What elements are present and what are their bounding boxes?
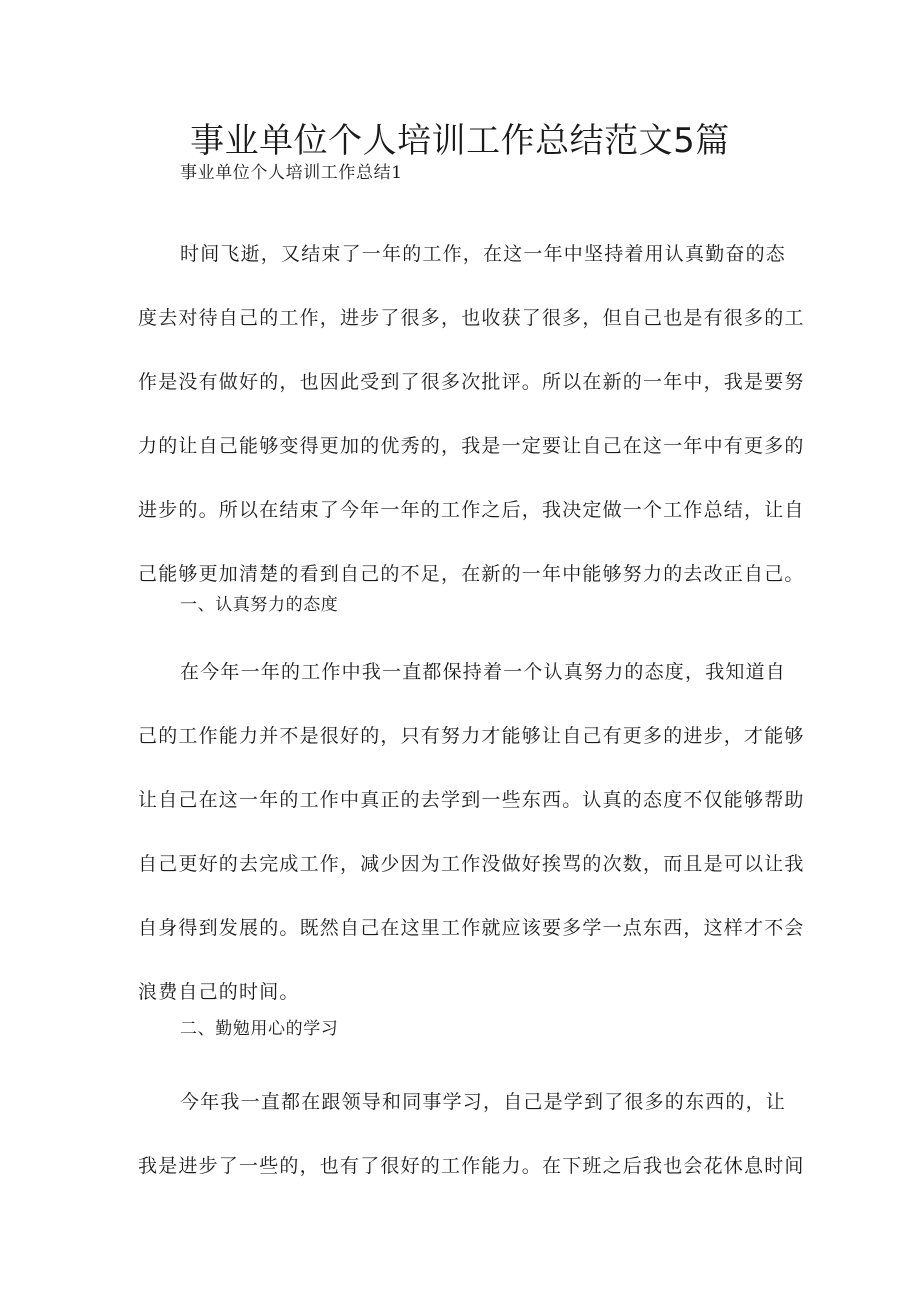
- paragraph-line: 度去对待自己的工作，进步了很多，也收获了很多，但自己也是有很多的工: [138, 307, 805, 329]
- paragraph-line: 时间飞逝，又结束了一年的工作，在这一年中坚持着用认真勤奋的态: [180, 243, 787, 265]
- paragraph-intro: [138, 243, 805, 585]
- paragraph-line: 己的工作能力并不是很好的，只有努力才能够让自己有更多的进步，才能够: [138, 725, 805, 747]
- paragraph-line: 让自己在这一年的工作中真正的去学到一些东西。认真的态度不仅能够帮助: [138, 789, 805, 811]
- paragraph-line: 自身得到发展的。既然自己在这里工作就应该要多学一点东西，这样才不会: [138, 917, 805, 939]
- paragraph-line: 己能够更加清楚的看到自己的不足，在新的一年中能够努力的去改正自己。: [138, 563, 805, 585]
- paragraph-line: 在今年一年的工作中我一直都保持着一个认真努力的态度，我知道自: [180, 661, 787, 683]
- paragraph-line: 力的让自己能够变得更加的优秀的，我是一定要让自己在这一年中有更多的: [138, 435, 805, 457]
- paragraph-attitude: [138, 661, 805, 1003]
- section-heading-2: 二、勤勉用心的学习: [180, 1019, 339, 1039]
- document-title: 事业单位个人培训工作总结范文5篇: [190, 121, 730, 161]
- document-subtitle: 事业单位个人培训工作总结1: [180, 163, 403, 183]
- paragraph-line: 我是进步了一些的，也有了很好的工作能力。在下班之后我也会花休息时间: [138, 1155, 805, 1177]
- paragraph-line: 今年我一直都在跟领导和同事学习，自己是学到了很多的东西的，让: [180, 1091, 787, 1113]
- paragraph-line: 进步的。所以在结束了今年一年的工作之后，我决定做一个工作总结，让自: [138, 499, 805, 521]
- paragraph-line: 作是没有做好的，也因此受到了很多次批评。所以在新的一年中，我是要努: [138, 371, 805, 393]
- paragraph-learning: [138, 1091, 805, 1177]
- paragraph-line: 浪费自己的时间。: [138, 981, 300, 1003]
- paragraph-line: 自己更好的去完成工作，减少因为工作没做好挨骂的次数，而且是可以让我: [138, 853, 805, 875]
- section-heading-1: 一、认真努力的态度: [180, 595, 339, 615]
